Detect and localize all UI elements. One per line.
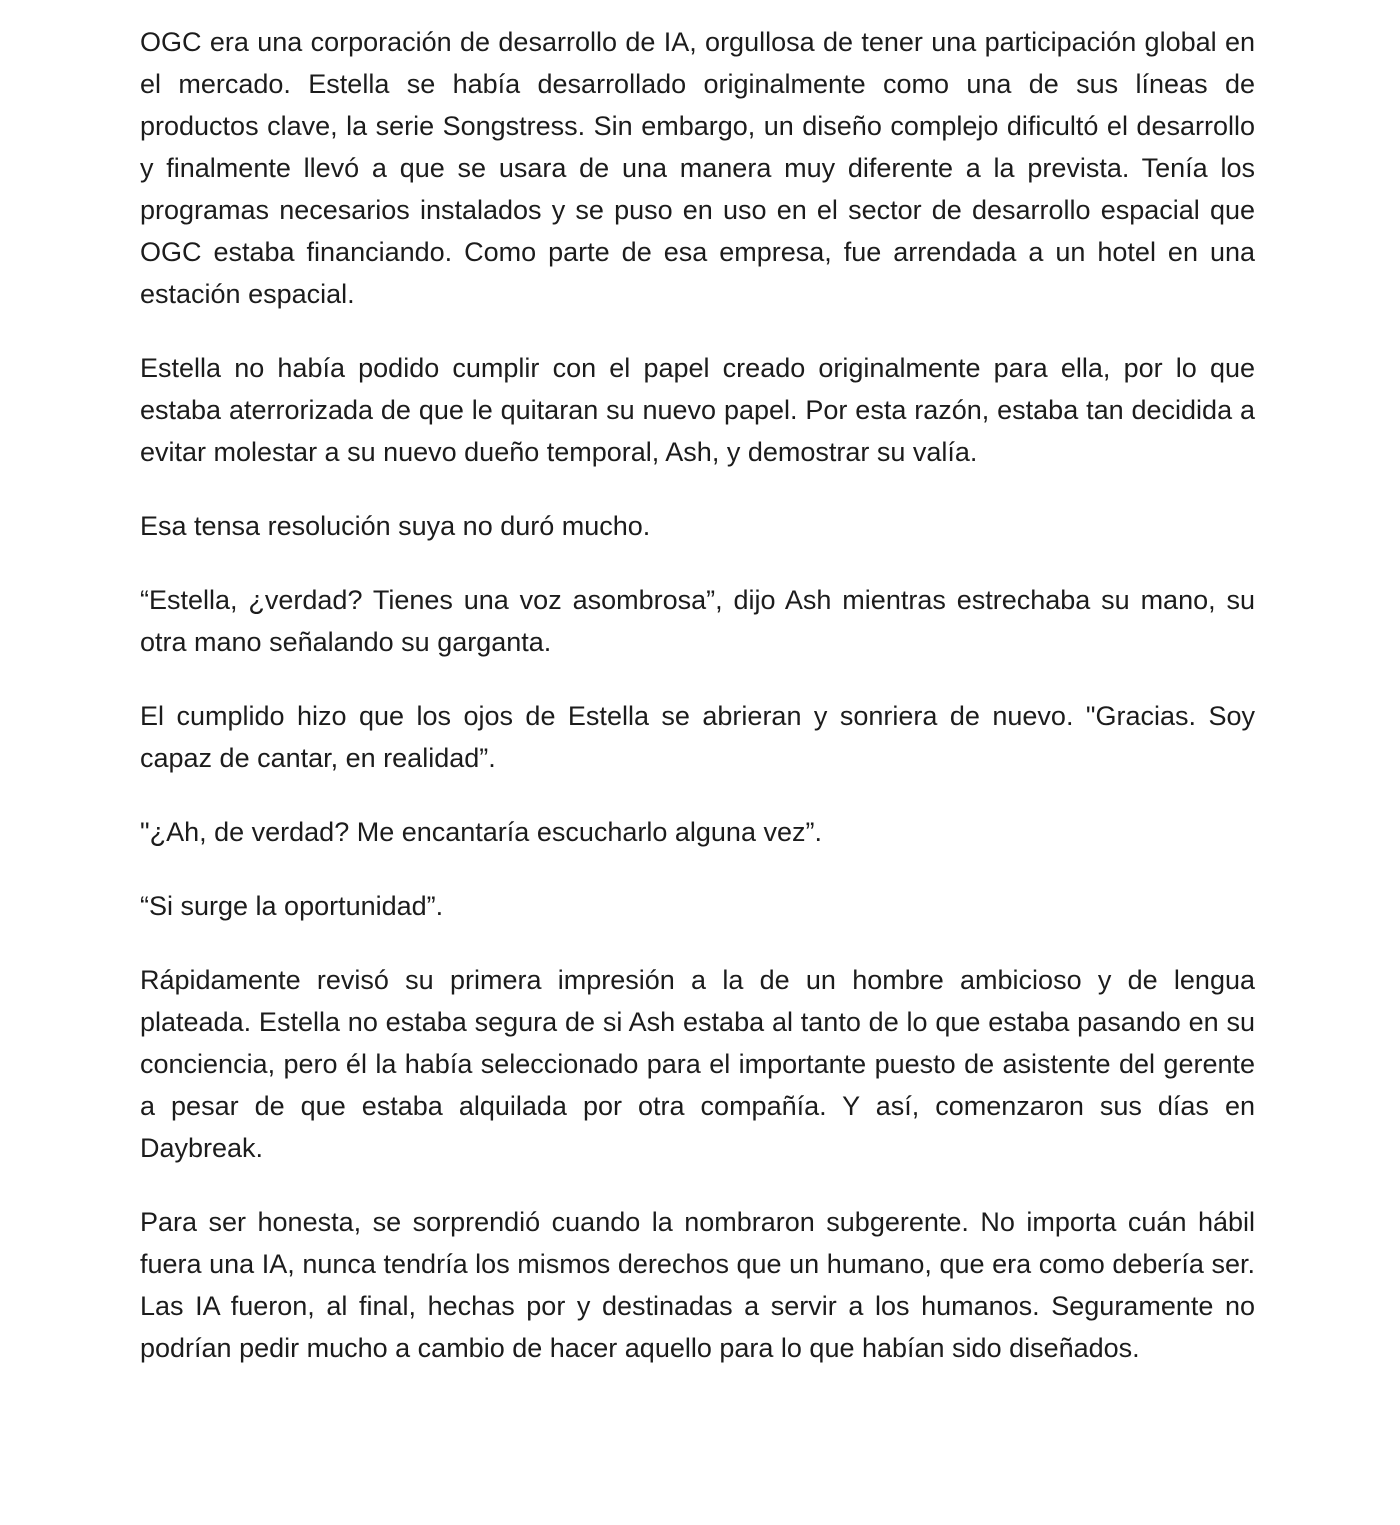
document-page — [140, 21, 1255, 1401]
paragraph-7: “Si surge la oportunidad”. — [140, 891, 444, 921]
paragraph-5: El cumplido hizo que los ojos de Estella se abrieran y sonriera de nuevo. "Gracias. Soy capaz de cantar, en realidad”. — [140, 701, 1255, 773]
paragraph-6: "¿Ah, de verdad? Me encantaría escucharlo alguna vez”. — [140, 817, 822, 847]
paragraph-2: Estella no había podido cumplir con el papel creado originalmente para ella, por lo que estaba aterrorizada de que le quitaran su nuevo papel. Por esta razón, estaba tan decidida a evitar molestar a su nuevo dueño temporal, Ash, y demostrar su valía. — [140, 353, 1255, 467]
paragraph-9: Para ser honesta, se sorprendió cuando la nombraron subgerente. No importa cuán hábil fuera una IA, nunca tendría los mismos derechos que un humano, que era como debería ser. Las IA fueron, al final, hechas por y destinadas a servir a los humanos. Seguramente no podrían pedir mucho a cambio de hacer aquello para lo que habían sido diseñados. — [140, 1207, 1255, 1363]
paragraph-3: Esa tensa resolución suya no duró mucho. — [140, 511, 651, 541]
paragraph-4: “Estella, ¿verdad? Tienes una voz asombrosa”, dijo Ash mientras estrechaba su mano, su otra mano señalando su garganta. — [140, 585, 1255, 657]
paragraph-8: Rápidamente revisó su primera impresión a la de un hombre ambicioso y de lengua plateada. Estella no estaba segura de si Ash estaba al tanto de lo que estaba pasando en su conciencia, pero él la había seleccionado para el importante puesto de asistente del gerente a pesar de que estaba alquilada por otra compañía. Y así, comenzaron sus días en Daybreak. — [140, 965, 1255, 1163]
paragraph-1: OGC era una corporación de desarrollo de IA, orgullosa de tener una participación global en el mercado. Estella se había desarrollado originalmente como una de sus líneas de productos clave, la serie Songstress. Sin embargo, un diseño complejo dificultó el desarrollo y finalmente llevó a que se usara de una manera muy diferente a la prevista. Tenía los programas necesarios instalados y se puso en uso en el sector de desarrollo espacial que OGC estaba financiando. Como parte de esa empresa, fue arrendada a un hotel en una estación espacial. — [140, 27, 1255, 309]
